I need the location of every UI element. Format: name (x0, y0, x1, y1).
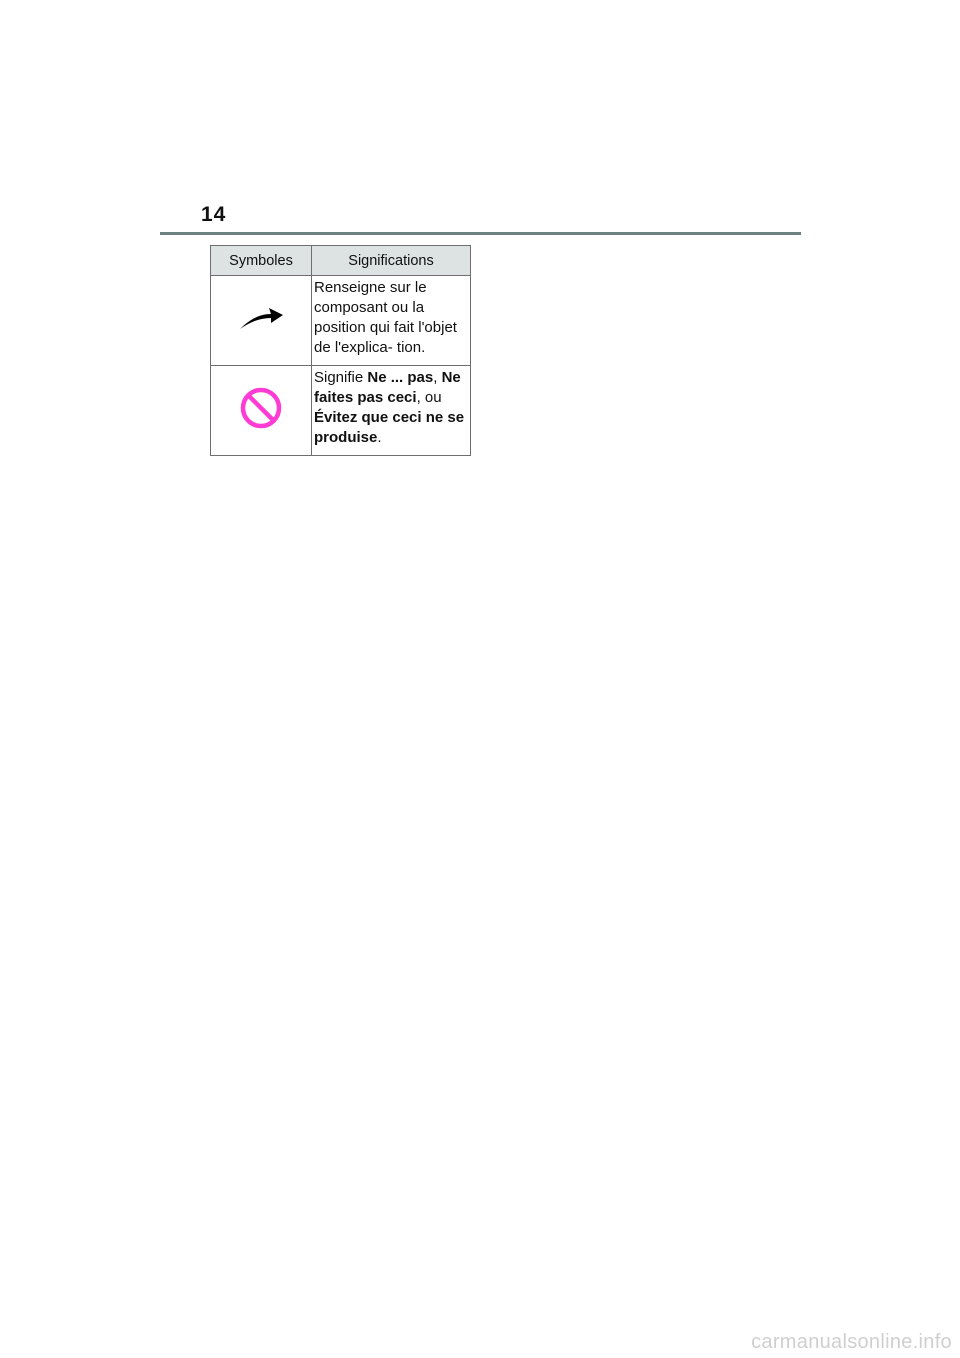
meaning-text: Signifie (314, 369, 368, 386)
watermark-logo[interactable]: carmanualsonline.info (751, 1331, 952, 1353)
page-number: 14 (201, 203, 227, 226)
meaning-cell (312, 366, 471, 456)
header-rule (160, 232, 801, 235)
meaning-emphasis: Ne faites pas ceci (314, 369, 461, 406)
symbol-cell (211, 276, 312, 366)
prohibition-icon (239, 386, 283, 430)
table-row (211, 366, 471, 456)
symbols-table (210, 245, 471, 456)
curved-arrow-icon (236, 301, 286, 335)
table-header-row (211, 246, 471, 276)
meaning-emphasis: Ne ... pas (367, 369, 434, 386)
meaning-emphasis: Évitez que ceci ne se produise (314, 409, 465, 446)
meaning-text: , ou (416, 389, 442, 406)
meaning-text: , (433, 369, 442, 386)
header-symbols: Symboles (211, 246, 312, 276)
meaning-cell: Renseigne sur le composant ou la position qui fait l'objet de l'explica- tion. (312, 276, 471, 366)
meaning-text: . (377, 429, 382, 446)
header-meanings: Significations (312, 246, 471, 276)
table-row (211, 276, 471, 366)
symbol-cell (211, 366, 312, 456)
